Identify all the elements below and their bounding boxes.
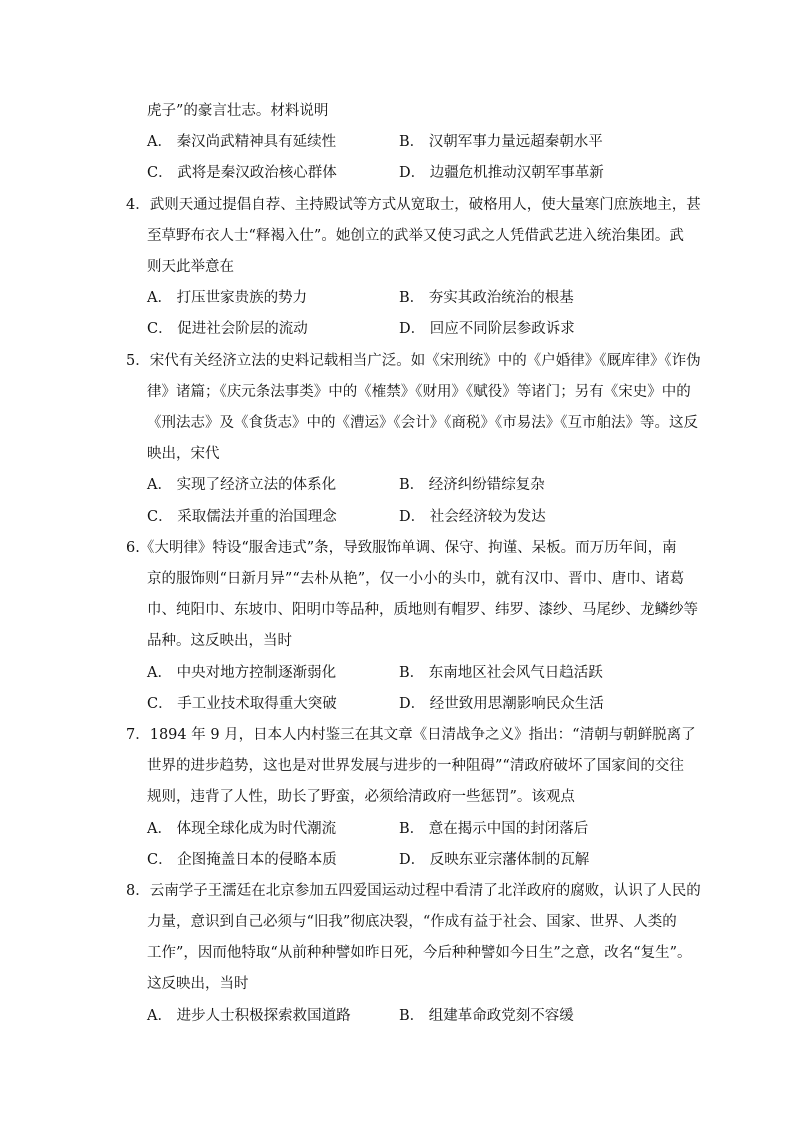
q8-option-a[interactable]: A． 进步人士积极探索救国道路 (147, 1008, 351, 1024)
q4-stem-line-2: 至草野布衣人士“释褐入仕”。她创立的武举又使习武之人凭借武艺进入统治集团。武 (147, 228, 684, 244)
q7-stem-line-3: 规则，违背了人性，助长了野蛮，必须给清政府一些惩罚”。该观点 (147, 789, 575, 805)
q6-option-d[interactable]: D． 经世致用思潮影响民众生活 (399, 696, 604, 712)
q3-option-c[interactable]: C． 武将是秦汉政治核心群体 (147, 165, 337, 181)
q5-stem-line-1: 5．宋代有关经济立法的史料记载相当广泛。如《宋刑统》中的《户婚律》《厩库律》《诈伪 (126, 353, 701, 369)
q4-stem-line-1: 4．武则天通过提倡自荐、主持殿试等方式从宽取士，破格用人，使大量寒门庶族地主，甚 (126, 197, 701, 213)
q7-stem-line-2: 世界的进步趋势，这也是对世界发展与进步的一种阻碍”“清政府破坏了国家间的交往 (147, 758, 684, 774)
q3-option-a[interactable]: A． 秦汉尚武精神具有延续性 (147, 134, 337, 150)
q5-option-d[interactable]: D． 社会经济较为发达 (399, 509, 546, 525)
q5-stem-line-2: 律》诸篇；《庆元条法事类》中的《榷禁》《财用》《赋役》等诸门；另有《宋史》中的 (147, 384, 691, 400)
q4-option-d[interactable]: D． 回应不同阶层参政诉求 (399, 321, 575, 337)
q7-option-a[interactable]: A． 体现全球化成为时代潮流 (147, 821, 337, 837)
q8-option-b[interactable]: B． 组建革命政党刻不容缓 (399, 1008, 574, 1024)
q4-stem-line-3: 则天此举意在 (147, 259, 234, 275)
q5-option-a[interactable]: A． 实现了经济立法的体系化 (147, 477, 337, 493)
q5-stem-line-4: 映出，宋代 (147, 446, 220, 462)
q5-option-c[interactable]: C． 采取儒法并重的治国理念 (147, 509, 337, 525)
q7-option-d[interactable]: D． 反映东亚宗藩体制的瓦解 (399, 852, 590, 868)
q8-stem-line-4: 这反映出，当时 (147, 976, 249, 992)
q8-stem-line-1: 8．云南学子王濡廷在北京参加五四爱国运动过程中看清了北洋政府的腐败，认识了人民的 (126, 883, 701, 899)
q3-option-d[interactable]: D． 边疆危机推动汉朝军事革新 (399, 165, 604, 181)
q6-option-b[interactable]: B． 东南地区社会风气日趋活跃 (399, 665, 603, 681)
q6-stem-line-2: 京的服饰则“日新月异”“去朴从艳”，仅一小小的头巾，就有汉巾、晋巾、唐巾、诸葛 (147, 571, 685, 587)
q7-stem-line-1: 7．1894 年 9 月，日本人内村鉴三在其文章《日清战争之义》指出：“清朝与朝鲜脱离了 (126, 727, 696, 743)
q6-option-a[interactable]: A． 中央对地方控制逐渐弱化 (147, 665, 337, 681)
q6-stem-line-1: 6.《大明律》特设“服舍违式”条，导致服饰单调、保守、拘谨、呆板。而万历年间，南 (126, 540, 677, 556)
q4-option-a[interactable]: A． 打压世家贵族的势力 (147, 290, 308, 306)
q8-stem-line-2: 力量，意识到自己必须与“旧我”彻底决裂，“作成有益于社会、国家、世界、人类的 (147, 914, 677, 930)
q7-option-b[interactable]: B． 意在揭示中国的封闭落后 (399, 821, 589, 837)
q4-option-b[interactable]: B． 夯实其政治统治的根基 (399, 290, 574, 306)
q3-stem-tail: 虎子”的豪言壮志。材料说明 (147, 103, 329, 119)
q7-option-c[interactable]: C． 企图掩盖日本的侵略本质 (147, 852, 337, 868)
q3-option-b[interactable]: B． 汉朝军事力量远超秦朝水平 (399, 134, 603, 150)
q4-option-c[interactable]: C． 促进社会阶层的流动 (147, 321, 308, 337)
q6-stem-line-3: 巾、纯阳巾、东坡巾、阳明巾等品种，质地则有帽罗、纬罗、漆纱、马尾纱、龙鳞纱等 (147, 602, 698, 618)
q5-option-b[interactable]: B． 经济纠纷错综复杂 (399, 477, 545, 493)
q6-option-c[interactable]: C． 手工业技术取得重大突破 (147, 696, 337, 712)
q5-stem-line-3: 《刑法志》及《食货志》中的《漕运》《会计》《商税》《市易法》《互市舶法》等。这反 (147, 415, 698, 431)
q6-stem-line-4: 品种。这反映出，当时 (147, 633, 292, 649)
q8-stem-line-3: 工作”，因而他特取“从前种种譬如昨日死，今后种种譬如今日生”之意，改名“复生”。 (147, 945, 692, 961)
